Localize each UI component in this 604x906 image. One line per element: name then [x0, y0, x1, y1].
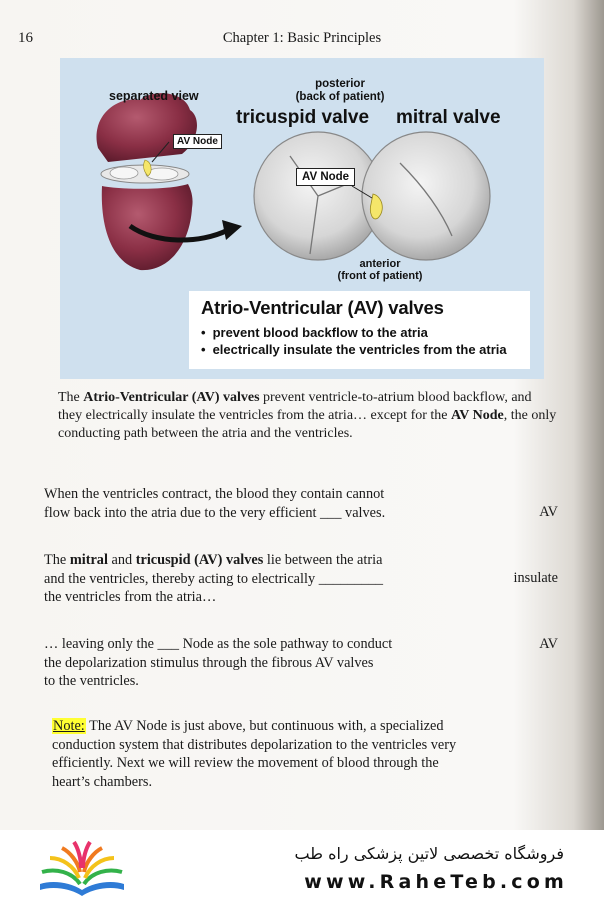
frame-line: When the ventricles contract, the blood they contain cannot: [44, 486, 385, 502]
caption-bullet-list: [201, 324, 530, 358]
caption-title: Atrio-Ventricular (AV) valves: [201, 297, 444, 318]
av-node-label-large: AV Node: [296, 168, 355, 186]
anterior-text: anterior: [359, 258, 401, 270]
page-number: 16: [18, 30, 33, 46]
posterior-sub-text: (back of patient): [295, 91, 385, 103]
separated-view-label: separated view: [109, 89, 199, 103]
frame-line: to the ventricles.: [44, 673, 139, 689]
note-text: The AV Node is just above, but continuous with, a specialized: [85, 718, 444, 734]
frame-bold: tricuspid (AV) valves: [135, 552, 264, 568]
note-line: [52, 717, 512, 736]
heart-icon: [96, 93, 196, 270]
frame-text: lie between the atria: [263, 552, 383, 568]
caption-bullet: • prevent blood backflow to the atria: [201, 324, 530, 341]
desc-text: prevent ventricle-to-atrium blood backflow, and they electrically insulate the ventricles from the atria… except for the: [58, 390, 532, 423]
figure-caption-box: [189, 291, 530, 369]
note-block: [52, 717, 512, 791]
posterior-label: [240, 78, 440, 104]
store-url: www.RaheTeb.com: [304, 871, 568, 893]
desc-text: , the only conducting path between the atria and the ventricles.: [58, 408, 557, 441]
store-name: فروشگاه تخصصی لاتین پزشکی راه طب: [294, 844, 564, 863]
frame-answer-1: AV: [539, 504, 558, 520]
mitral-label: mitral valve: [396, 107, 501, 128]
note-line: heart’s chambers.: [52, 773, 153, 790]
note-line: efficiently. Next we will review the movement of blood through the: [52, 755, 439, 771]
store-footer: [0, 830, 604, 906]
tricuspid-label: tricuspid valve: [236, 107, 370, 128]
frame-line: the ventricles from the atria…: [44, 589, 217, 605]
figure-description: [58, 389, 558, 443]
mitral-valve-diagram: [362, 132, 490, 260]
open-book-rainbow-icon: [34, 838, 130, 898]
desc-text: The: [58, 390, 84, 405]
note-line: conduction system that distributes depolarization to the ventricles very: [52, 736, 457, 753]
desc-bold: AV Node: [451, 408, 504, 423]
running-head: Chapter 1: Basic Principles: [222, 30, 382, 46]
frame-answer-3: AV: [539, 636, 558, 652]
anterior-label: [300, 258, 460, 282]
frame-question-3: [44, 635, 392, 691]
frame-line: the depolarization stimulus through the fibrous AV valves: [44, 654, 374, 671]
av-valve-figure: [60, 58, 544, 379]
frame-bold: mitral: [69, 552, 108, 568]
note-label: Note:: [53, 718, 85, 734]
desc-bold: Atrio-Ventricular (AV) valves: [83, 390, 260, 405]
posterior-text: posterior: [315, 78, 365, 90]
caption-bullet: • electrically insulate the ventricles from the atria: [201, 341, 530, 358]
frame-question-1: [44, 485, 385, 522]
frame-text: and: [107, 552, 136, 568]
anterior-sub-text: (front of patient): [337, 270, 423, 282]
frame-line: … leaving only the ___ Node as the sole pathway to conduct: [44, 636, 393, 652]
frame-line: and the ventricles, thereby acting to electrically _________: [44, 570, 384, 587]
frame-text: The: [44, 552, 70, 568]
av-node-label-small: AV Node: [173, 134, 222, 149]
frame-answer-2: insulate: [513, 570, 558, 586]
frame-question-2: [44, 551, 383, 607]
frame-line: [44, 551, 383, 570]
frame-line: flow back into the atria due to the very efficient ___ valves.: [44, 504, 386, 521]
